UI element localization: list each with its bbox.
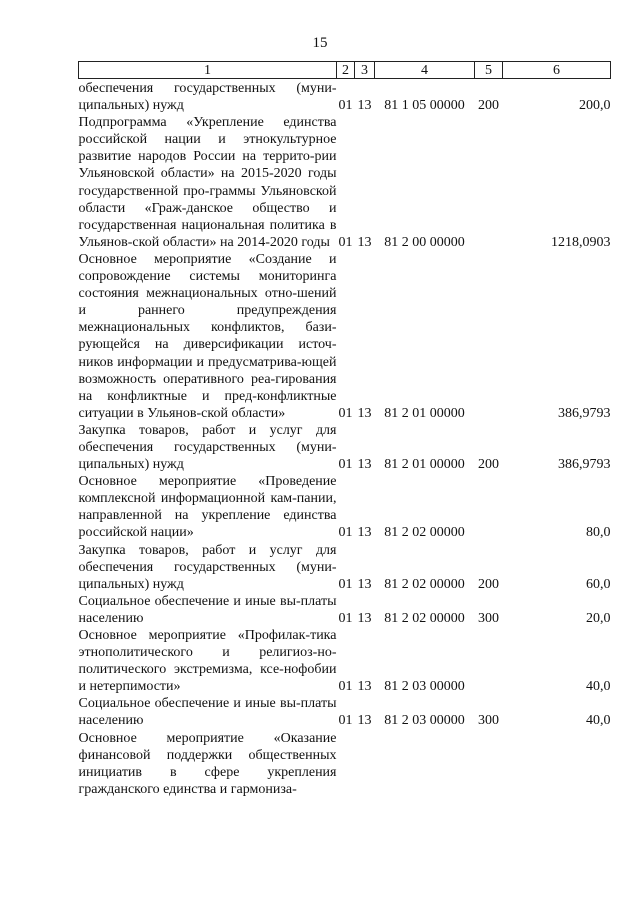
column-header-2: 2 xyxy=(337,62,355,79)
row-amount: 1218,0903 xyxy=(551,234,611,250)
row-expense-type xyxy=(475,251,503,422)
row-expense-type: 200 xyxy=(478,576,499,592)
row-target-code: 81 1 05 00000 xyxy=(384,98,465,114)
row-expense-type xyxy=(475,730,503,798)
row-name: Подпрограмма «Укрепление единства российской нации и этнокультурное развитие народов России на террито-рии Ульяновской области» на 2015-2020 годы государственной про-граммы Ульяновской области «Граж-данское общество и государственная национальная политика в Ульянов-ской области» на 2014-2020 годы xyxy=(78,115,337,250)
table-header-row xyxy=(79,62,611,79)
row-amount xyxy=(503,730,611,798)
row-name: Социальное обеспечение и иные вы-платы населению xyxy=(78,593,337,626)
column-header-3: 3 xyxy=(355,62,375,79)
row-name: Основное мероприятие «Профилак-тика этнополитического и религиоз-но-политического экстремизма, ксе-нофобии и нетерпимости» xyxy=(78,628,337,695)
row-expense-type xyxy=(475,114,503,251)
row-amount: 80,0 xyxy=(586,525,611,541)
table-row xyxy=(79,422,611,473)
table-row xyxy=(79,730,611,798)
row-amount: 386,9793 xyxy=(558,457,611,473)
row-section: 01 xyxy=(338,405,353,421)
row-section: 01 xyxy=(338,98,353,114)
row-subsection: 13 xyxy=(357,457,372,473)
row-name: Закупка товаров, работ и услуг для обеспечения государственных (муни-ципальных) нужд xyxy=(78,422,337,473)
row-expense-type xyxy=(475,473,503,541)
row-subsection: 13 xyxy=(357,405,372,421)
row-subsection: 13 xyxy=(357,98,372,114)
row-subsection: 13 xyxy=(357,234,372,250)
row-amount: 200,0 xyxy=(579,98,611,114)
table-row xyxy=(79,593,611,627)
row-name: Основное мероприятие «Оказание финансовой поддержки общественных инициатив в сфере укрепления гражданского единства и гармониза- xyxy=(78,730,337,797)
row-section: 01 xyxy=(338,525,353,541)
row-name: Социальное обеспечение и иные вы-платы населению xyxy=(78,696,337,729)
row-target-code: 81 2 00 00000 xyxy=(384,234,465,250)
row-name: обеспечения государственных (муни-ципальных) нужд xyxy=(78,81,337,114)
row-target-code xyxy=(375,730,475,798)
row-section: 01 xyxy=(338,610,353,626)
row-expense-type: 300 xyxy=(478,713,499,729)
column-header-1: 1 xyxy=(79,62,337,79)
row-subsection: 13 xyxy=(357,525,372,541)
column-header-5: 5 xyxy=(475,62,503,79)
row-amount: 40,0 xyxy=(586,679,611,695)
row-section: 01 xyxy=(338,679,353,695)
column-header-6: 6 xyxy=(503,62,611,79)
table-row xyxy=(79,695,611,729)
row-expense-type: 300 xyxy=(478,610,499,626)
row-amount: 20,0 xyxy=(586,610,611,626)
row-expense-type xyxy=(475,627,503,695)
row-target-code: 81 2 02 00000 xyxy=(384,576,465,592)
row-target-code: 81 2 01 00000 xyxy=(384,405,465,421)
table-row xyxy=(79,627,611,695)
table-row xyxy=(79,542,611,593)
row-expense-type: 200 xyxy=(478,457,499,473)
row-subsection: 13 xyxy=(357,610,372,626)
row-amount: 60,0 xyxy=(586,576,611,592)
row-section xyxy=(337,730,355,798)
row-target-code: 81 2 02 00000 xyxy=(384,610,465,626)
page-number: 15 xyxy=(312,35,328,51)
row-amount: 386,9793 xyxy=(558,405,611,421)
column-header-4: 4 xyxy=(375,62,475,79)
row-name: Закупка товаров, работ и услуг для обеспечения государственных (муни-ципальных) нужд xyxy=(78,542,337,592)
table-row xyxy=(79,79,611,115)
row-section: 01 xyxy=(338,713,353,729)
table-row xyxy=(79,114,611,251)
row-subsection: 13 xyxy=(357,679,372,695)
table-row xyxy=(79,473,611,541)
row-section: 01 xyxy=(338,457,353,473)
row-name: Основное мероприятие «Создание и сопровождение системы мониторинга состояния межнациональных отно-шений и раннего предупреждения межнациональных конфликтов, бази-рующейся на диверсификации источ-ников информации и предусматрива-ющей возможность оперативного реа-гирования на конфликтные и пред-конфликтные ситуации в Ульянов-ской области» xyxy=(78,251,337,421)
row-target-code: 81 2 03 00000 xyxy=(384,679,465,695)
row-section: 01 xyxy=(338,234,353,250)
row-section: 01 xyxy=(338,576,353,592)
row-name: Основное мероприятие «Проведение комплексной информационной кам-пании, направленной на укрепление единства российской нации» xyxy=(78,474,337,541)
row-target-code: 81 2 01 00000 xyxy=(384,457,465,473)
row-amount: 40,0 xyxy=(586,713,611,729)
budget-table xyxy=(78,61,611,798)
table-row xyxy=(79,251,611,422)
row-subsection xyxy=(355,730,375,798)
row-target-code: 81 2 03 00000 xyxy=(384,713,465,729)
row-subsection: 13 xyxy=(357,713,372,729)
row-subsection: 13 xyxy=(357,576,372,592)
row-expense-type: 200 xyxy=(478,98,499,114)
row-target-code: 81 2 02 00000 xyxy=(384,525,465,541)
